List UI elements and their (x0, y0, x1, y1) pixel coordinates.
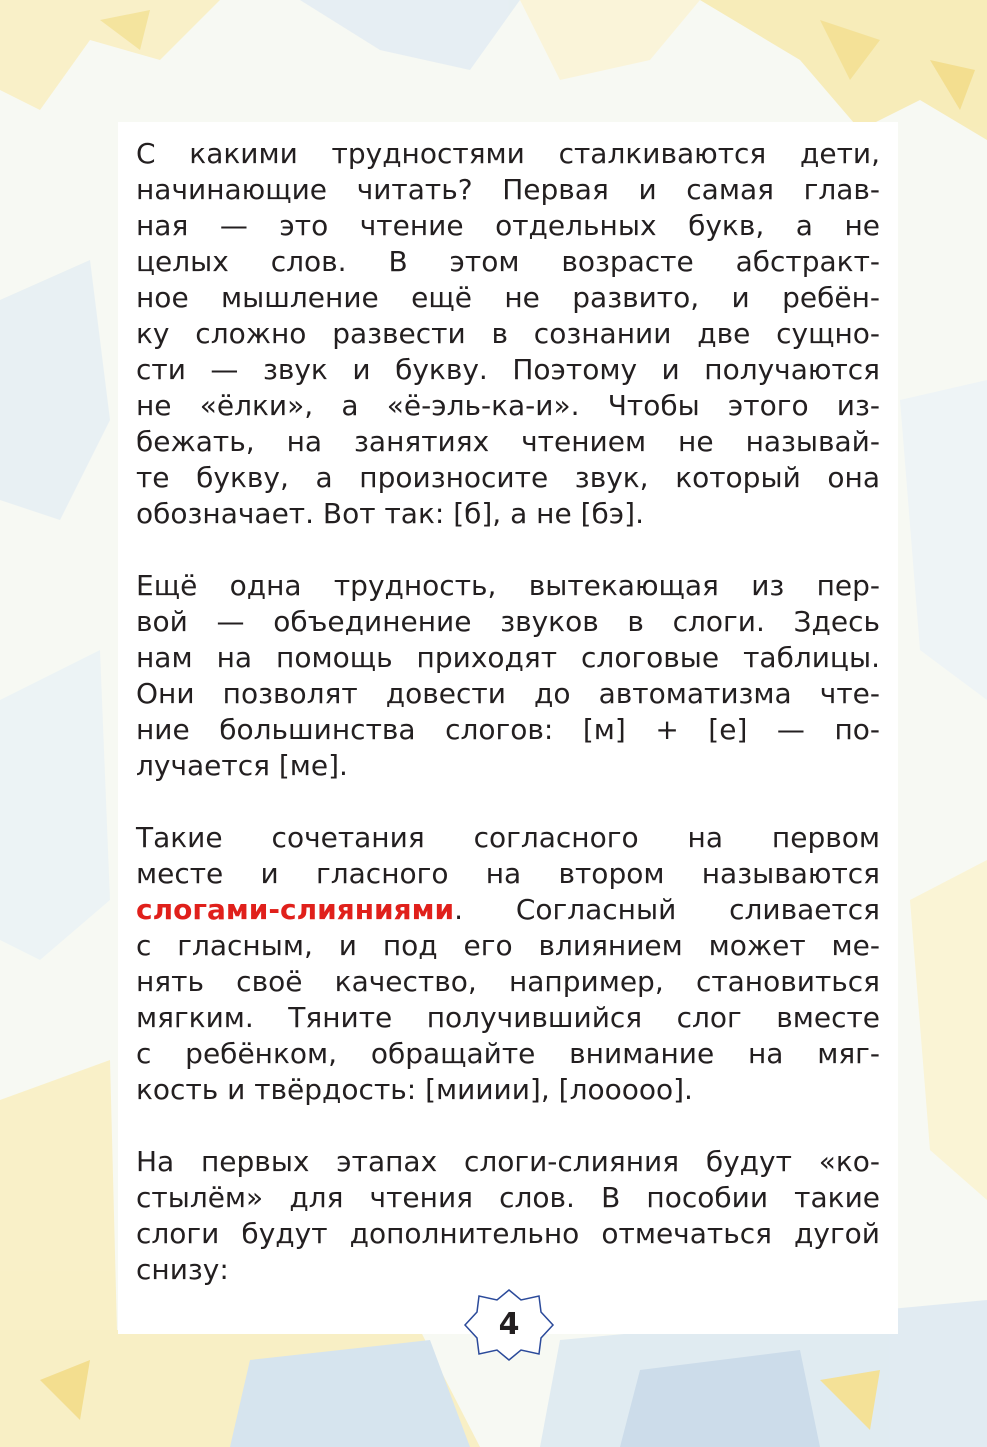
text-line: сти — звук и букву. Поэтому и получаются (136, 353, 880, 386)
text-line: лучается [ме]. (136, 749, 348, 782)
text-line: вой — объединение звуков в слоги. Здесь (136, 605, 880, 638)
highlighted-term: слогами-слияниями (136, 893, 455, 926)
text-line: Они позволят довести до автоматизма чте- (136, 677, 880, 710)
text-line: ная — это чтение отдельных букв, а не (136, 209, 880, 242)
text-line: ное мышление ещё не развито, и ребён- (136, 281, 880, 314)
text-line: с ребёнком, обращайте внимание на мяг- (136, 1037, 880, 1070)
paragraph-2 (136, 568, 880, 784)
text-line: нам на помощь приходят слоговые таблицы. (136, 641, 880, 674)
text-line-with-term (136, 892, 880, 928)
text-line: не «ёлки», а «ё-эль-ка-и». Чтобы этого из- (136, 389, 880, 422)
text-line: начинающие читать? Первая и самая глав- (136, 173, 880, 206)
text-line: Ещё одна трудность, вытекающая из пер- (136, 569, 880, 602)
text-line: месте и гласного на втором называются (136, 857, 880, 890)
text-line: снизу: (136, 1253, 229, 1286)
text-line: с гласным, и под его влиянием может ме- (136, 929, 880, 962)
text-line: слоги будут дополнительно отмечаться дугой (136, 1217, 880, 1250)
article-body (136, 136, 880, 1288)
text-line: нять своё качество, например, становиться (136, 965, 880, 998)
text-line: ку сложно развести в сознании две сущно- (136, 317, 880, 350)
text-line: На первых этапах слоги-слияния будут «ко- (136, 1145, 880, 1178)
text-line: кость и твёрдость: [мииии], [лооооо]. (136, 1073, 693, 1106)
text-line: те букву, а произносите звук, который она (136, 461, 880, 494)
text-line: Такие сочетания согласного на первом (136, 821, 880, 854)
text-line: ние большинства слогов: [м] + [е] — по- (136, 713, 880, 746)
page-number: 4 (498, 1307, 520, 1342)
paragraph-1 (136, 136, 880, 532)
text-line: С какими трудностями сталкиваются дети, (136, 137, 880, 170)
text-fragment: . Согласный сливается (454, 893, 880, 926)
page-number-badge (463, 1288, 555, 1362)
text-line: обозначает. Вот так: [б], а не [бэ]. (136, 497, 644, 530)
text-line: бежать, на занятиях чтением не называй- (136, 425, 880, 458)
text-line: целых слов. В этом возрасте абстракт- (136, 245, 880, 278)
paragraph-4 (136, 1144, 880, 1288)
text-line: стылём» для чтения слов. В пособии такие (136, 1181, 880, 1214)
text-line: мягким. Тяните получившийся слог вместе (136, 1001, 880, 1034)
paragraph-3 (136, 820, 880, 1108)
